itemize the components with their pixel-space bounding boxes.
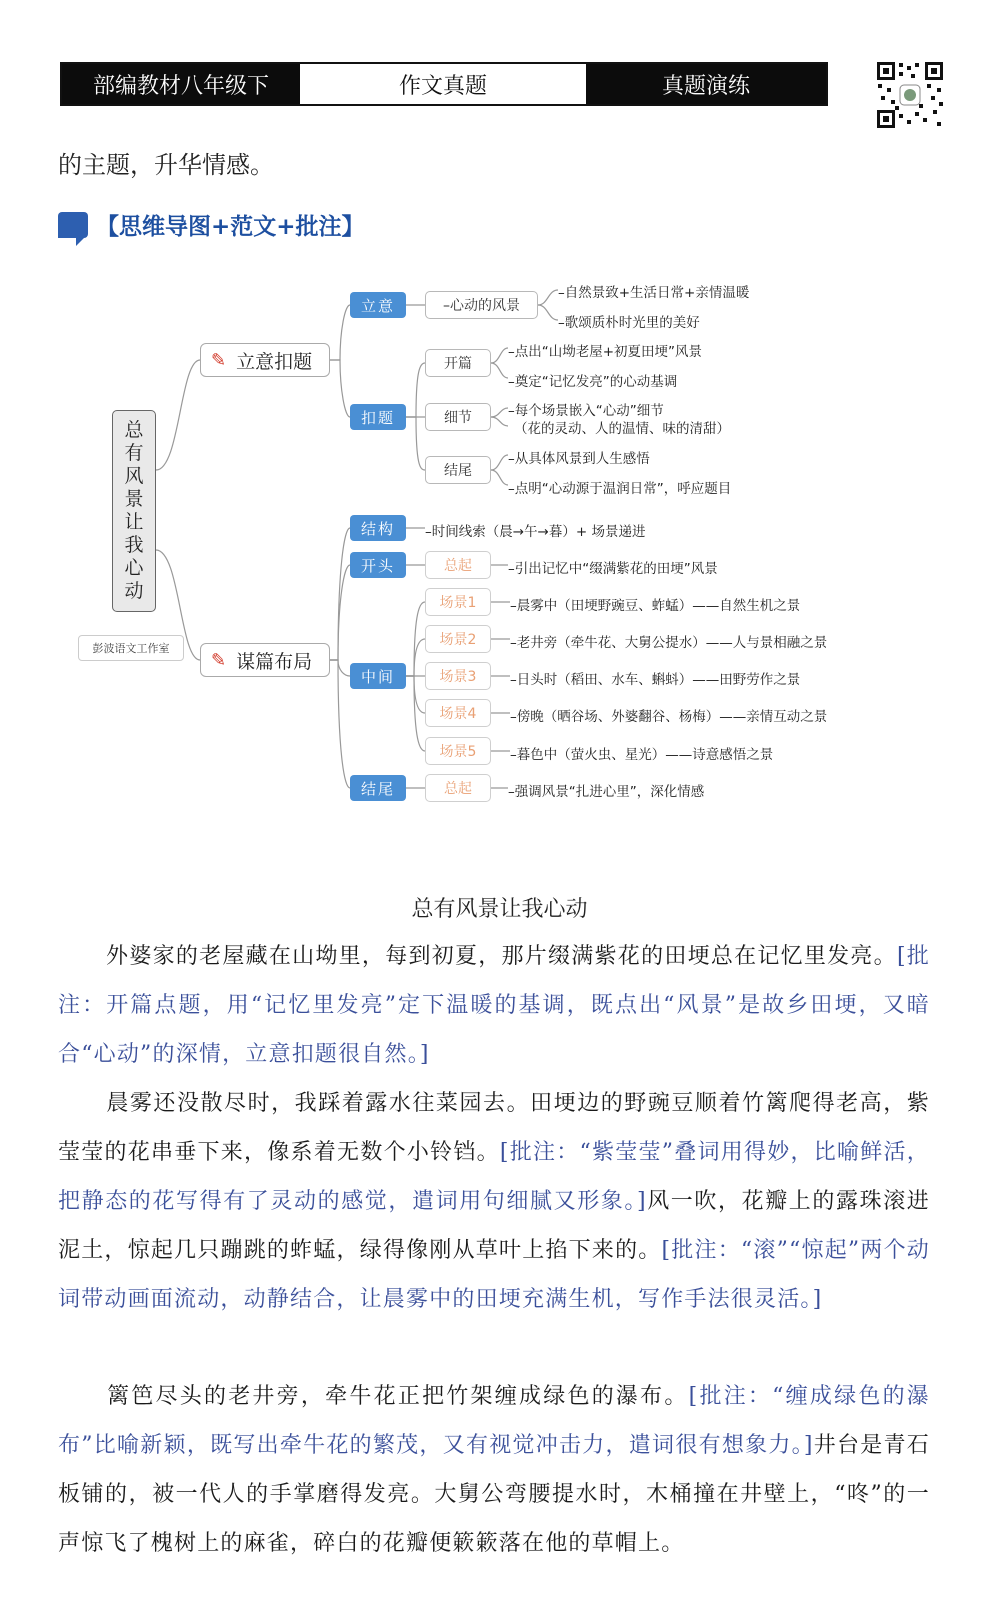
leaf: –日头时（稻田、水车、蝌蚪）——田野劳作之景 xyxy=(510,672,801,688)
intro-line: 的主题，升华情感。 xyxy=(58,151,274,179)
studio-label: 彭波语文工作室 xyxy=(78,635,184,661)
root-char: 我 xyxy=(124,534,144,556)
pencil-icon: ✎ xyxy=(211,649,227,671)
mind-map xyxy=(0,270,999,830)
leaf: –傍晚（晒谷场、外婆翻谷、杨梅）——亲情互动之景 xyxy=(510,709,828,725)
mind-map-root xyxy=(112,410,156,612)
essay-paragraph-2 xyxy=(58,1079,930,1324)
annotation: [批注：开篇点题，用“记忆里发亮”定下温暖的基调，既点出“风景”是故乡田埂，又暗合“心动”的深情，立意扣题很自然。] xyxy=(58,944,930,1067)
leaf: –每个场景嵌入“心动”细节 xyxy=(508,403,664,419)
node-kouti: 扣题 xyxy=(350,404,406,430)
essay-text: 晨雾还没散尽时，我踩着露水往菜园去。田埂边的野豌豆顺着竹篱爬得老高，紫莹莹的花串垂下来，像系着无数个小铃铛。 xyxy=(58,1091,930,1165)
root-char: 有 xyxy=(124,442,144,464)
leaf: –晨雾中（田埂野豌豆、蚱蜢）——自然生机之景 xyxy=(510,598,801,614)
node-scene-1: 场景1 xyxy=(425,588,491,616)
essay-paragraph-1 xyxy=(58,932,930,1079)
node-scene-2: 场景2 xyxy=(425,625,491,653)
node-scene-3: 场景3 xyxy=(425,662,491,690)
node-zongqi-2: 总起 xyxy=(425,774,491,802)
leaf: –引出记忆中“缀满紫花的田埂”风景 xyxy=(508,561,718,577)
leaf: –点明“心动源于温润日常”，呼应题目 xyxy=(508,481,732,497)
node-label: 谋篇布局 xyxy=(236,650,313,673)
root-char: 让 xyxy=(124,511,144,533)
node-zongqi-1: 总起 xyxy=(425,551,491,579)
leaf: （花的灵动、人的温情、味的清甜） xyxy=(514,421,730,437)
header-section: 真题演练 xyxy=(586,64,826,104)
annotation: [批注：“滚”“惊起”两个动词带动画面流动，动静结合，让晨雾中的田埂充满生机，写作手法很灵活。] xyxy=(58,1238,931,1312)
root-char: 动 xyxy=(124,580,144,602)
node-jiewei-2: 结尾 xyxy=(350,775,406,801)
node-scene-4: 场景4 xyxy=(425,699,491,727)
node-zhongjian: 中间 xyxy=(350,663,406,689)
node-liyi-kouti xyxy=(200,343,330,377)
leaf: –暮色中（萤火虫、星光）——诗意感悟之景 xyxy=(510,747,774,763)
node-xijie: 细节 xyxy=(425,403,491,431)
node-kaitou: 开头 xyxy=(350,552,406,578)
root-char: 景 xyxy=(124,488,144,510)
node-label: 立意扣题 xyxy=(236,350,313,373)
leaf: –歌颂质朴时光里的美好 xyxy=(558,315,700,331)
header-category: 作文真题 xyxy=(300,64,586,104)
qr-code-icon[interactable] xyxy=(875,60,945,130)
pencil-icon: ✎ xyxy=(211,349,227,371)
essay-title: 总有风景让我心动 xyxy=(411,897,588,922)
annotation: [批注：“紫莹莹”叠词用得妙，比喻鲜活，把静态的花写得有了灵动的感觉，遣词用句细腻又形象。] xyxy=(58,1140,930,1214)
node-kaipian: 开篇 xyxy=(425,349,491,377)
root-char: 风 xyxy=(124,465,144,487)
essay-text: 井台是青石板铺的，被一代人的手掌磨得发亮。大舅公弯腰提水时，木桶撞在井壁上，“咚”的一声惊飞了槐树上的麻雀，碎白的花瓣便簌簌落在他的草帽上。 xyxy=(58,1433,930,1556)
node-jiegou: 结构 xyxy=(350,515,406,541)
leaf: –老井旁（牵牛花、大舅公提水）——人与景相融之景 xyxy=(510,635,828,651)
node-liyi: 立意 xyxy=(350,292,406,318)
root-char: 心 xyxy=(124,557,144,579)
node-jiewei-1: 结尾 xyxy=(425,456,491,484)
essay-text: 外婆家的老屋藏在山坳里，每到初夏，那片缀满紫花的田埂总在记忆里发亮。 xyxy=(106,944,897,969)
chat-bubble-icon xyxy=(58,212,88,238)
essay-text: 风一吹，花瓣上的露珠滚进泥土，惊起几只蹦跳的蚱蜢，绿得像刚从草叶上掐下来的。 xyxy=(58,1189,930,1263)
leaf: –强调风景“扎进心里”，深化情感 xyxy=(508,784,705,800)
node-scene-5: 场景5 xyxy=(425,737,491,765)
leaf: –从具体风景到人生感悟 xyxy=(508,451,650,467)
leaf: –自然景致+生活日常+亲情温暖 xyxy=(558,285,750,301)
section-heading xyxy=(58,208,365,241)
header-grade: 部编教材八年级下 xyxy=(62,64,300,104)
leaf: –奠定“记忆发亮”的心动基调 xyxy=(508,374,678,390)
leaf: –时间线索（晨→午→暮）+ 场景递进 xyxy=(425,524,646,540)
header-bar xyxy=(60,62,828,106)
section-title: 【思维导图+范文+批注】 xyxy=(96,214,365,240)
essay-text: 篱笆尽头的老井旁，牵牛花正把竹架缠成绿色的瀑布。 xyxy=(106,1384,689,1409)
node-xindong-fengjing: –心动的风景 xyxy=(425,291,538,319)
leaf: –点出“山坳老屋+初夏田埂”风景 xyxy=(508,344,703,360)
node-moupian-buju xyxy=(200,643,330,677)
essay-paragraph-3 xyxy=(58,1372,930,1568)
annotation: [批注：“缠成绿色的瀑布”比喻新颖，既写出牵牛花的繁茂，又有视觉冲击力，遣词很有想象力。] xyxy=(58,1384,931,1458)
root-char: 总 xyxy=(124,419,144,441)
